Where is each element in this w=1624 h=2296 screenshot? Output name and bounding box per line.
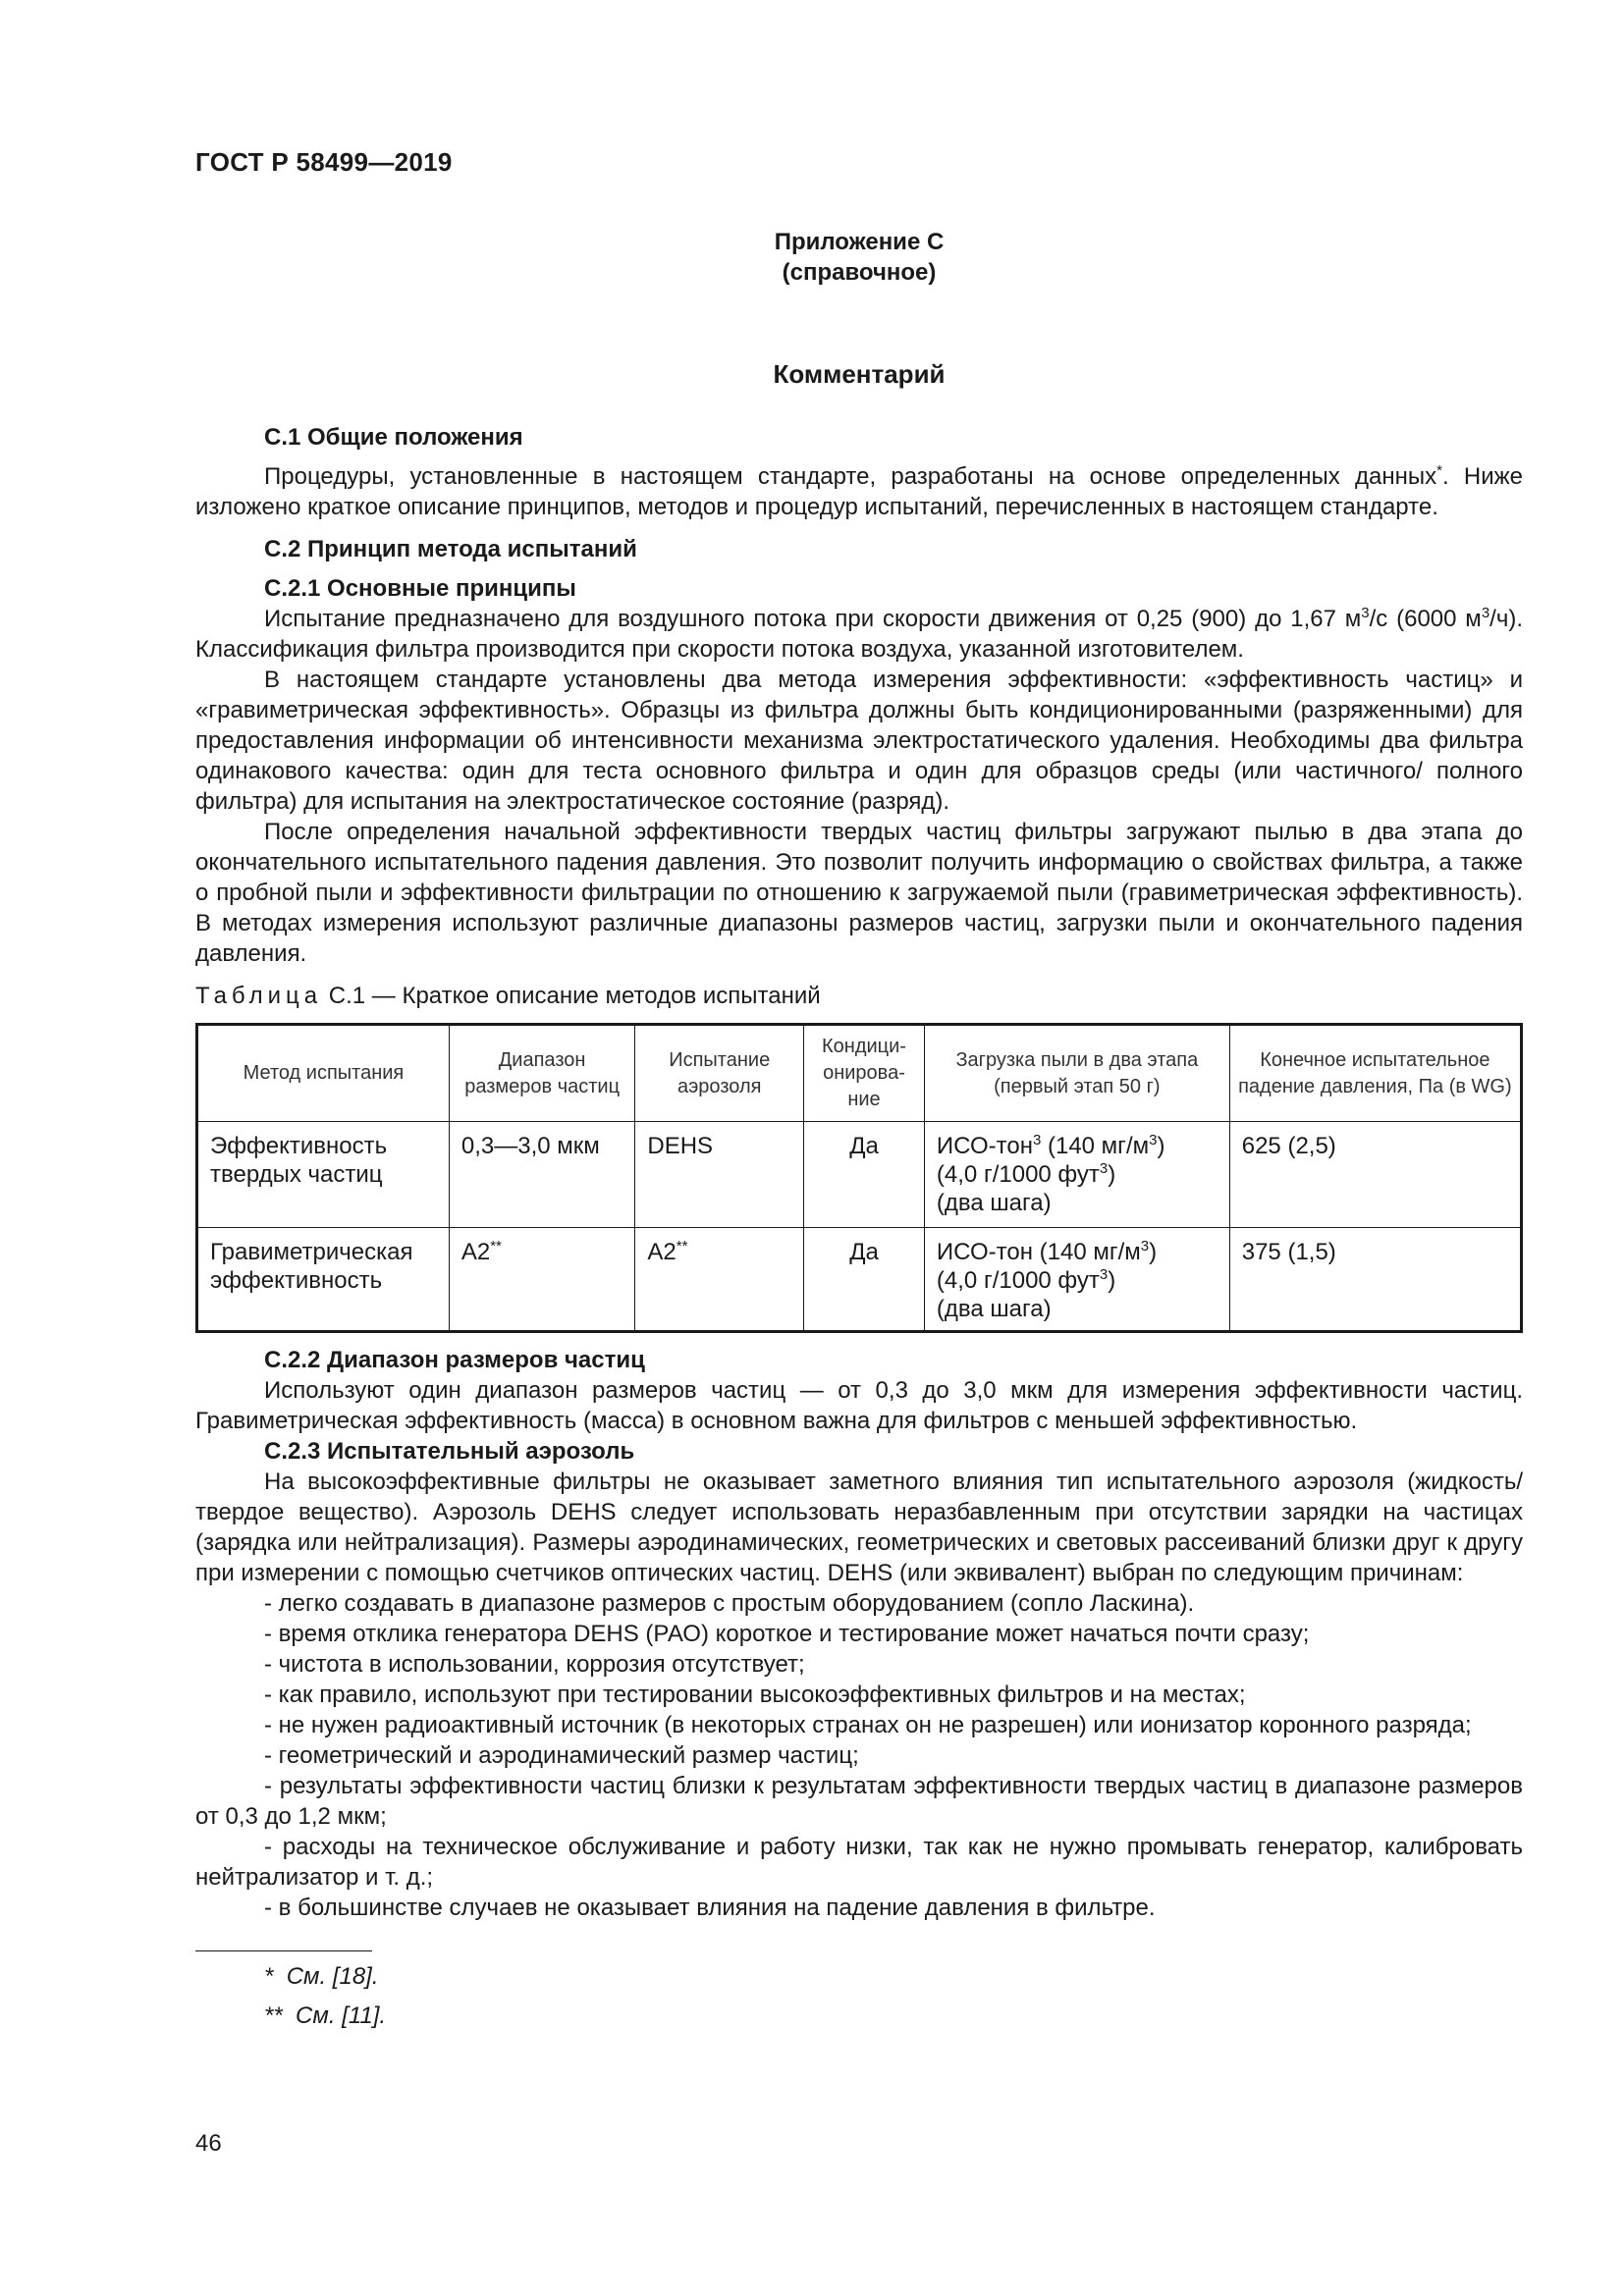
table-cell-conditioning: Да xyxy=(804,1228,925,1332)
document-body xyxy=(195,422,1523,2036)
footnote-divider xyxy=(195,1950,372,1951)
list-item: - время отклика генератора DEHS (РАО) короткое и тестирование может начаться почти сразу; xyxy=(264,1621,1310,1647)
list-item: - геометрический и аэродинамический размер частиц; xyxy=(264,1742,859,1769)
list-item: - в большинстве случаев не оказывает влияния на падение давления в фильтре. xyxy=(264,1895,1156,1921)
table-header-cell: Диапазон размеров частиц xyxy=(449,1025,635,1122)
section-c21-title: С.2.1 Основные принципы xyxy=(264,575,576,602)
footnote: ** См. [11]. xyxy=(264,2002,387,2029)
table-cell-aerosol: DEHS xyxy=(635,1122,804,1228)
table-row xyxy=(197,1228,1522,1332)
footnote-ref-double-star[interactable]: ** xyxy=(676,1238,688,1255)
list-item: - результаты эффективности частиц близки к результатам эффективности твердых частиц в диапазоне размеров от 0,3 до 1,2 мкм; xyxy=(195,1773,1523,1830)
section-c1-title: С.1 Общие положения xyxy=(264,424,523,451)
footnote-ref-double-star[interactable]: ** xyxy=(490,1238,502,1255)
section-c22-paragraph: Используют один диапазон размеров частиц — от 0,3 до 3,0 мкм для измерения эффективности частиц. Гравиметрическая эффективность (масса) в основном важна для фильтров с меньшей эффективностью. xyxy=(195,1377,1523,1434)
table-caption: Таблица С.1 — Краткое описание методов испытаний xyxy=(195,983,821,1009)
footnote-ref-star[interactable]: * xyxy=(1436,462,1442,479)
list-item: - чистота в использовании, коррозия отсутствует; xyxy=(264,1651,805,1678)
list-item: - легко создавать в диапазоне размеров с простым оборудованием (сопло Ласкина). xyxy=(264,1590,1195,1617)
table-cell-method: Гравиметрическая эффективность xyxy=(197,1228,450,1332)
list-item: - не нужен радиоактивный источник (в некоторых странах он не разрешен) или ионизатор коронного разряда; xyxy=(264,1712,1472,1738)
page-number: 46 xyxy=(195,2130,222,2157)
table-cell-pressure: 375 (1,5) xyxy=(1229,1228,1521,1332)
footnote: * См. [18]. xyxy=(264,1963,379,1990)
annex-heading: Комментарий xyxy=(773,359,946,389)
table-cell-aerosol: А2** xyxy=(635,1228,804,1332)
table-header-cell: Метод испытания xyxy=(197,1025,450,1122)
table-cell-conditioning: Да xyxy=(804,1122,925,1228)
section-c23-title: С.2.3 Испытательный аэрозоль xyxy=(264,1438,635,1465)
table-row xyxy=(197,1122,1522,1228)
section-c2-title: С.2 Принцип метода испытаний xyxy=(264,536,637,562)
annex-title: Приложение С xyxy=(774,229,945,255)
section-c21-paragraph-1: Испытание предназначено для воздушного потока при скорости движения от 0,25 (900) до 1,67 $м^3/с$ (6000 $м^3/ч$). Классификация фильтра производится при скорости потока воздуха, указанной изготовителем. xyxy=(195,605,1523,663)
document-id: ГОСТ Р 58499—2019 xyxy=(195,147,453,177)
table-cell-range: А2** xyxy=(449,1228,635,1332)
list-item: - как правило, используют при тестировании высокоэффективных фильтров и на местах; xyxy=(264,1682,1246,1708)
table-cell-range: 0,3—3,0 мкм xyxy=(449,1122,635,1228)
table-cell-dust-load: ИСО-тон (140 $мг/м^3$) (4,0 г/1000 фут$^3$) (два шага) xyxy=(924,1228,1229,1332)
annex-status: (справочное) xyxy=(782,259,937,286)
table-cell-dust-load: ИСО-тон$^3$ (140 $мг/м^3$) (4,0 г/1000 фут$^3$) (два шага) xyxy=(924,1122,1229,1228)
table-header-row xyxy=(197,1025,1522,1122)
table-header-cell: Конечное испытательное падение давления, Па (в WG) xyxy=(1229,1025,1521,1122)
table-header-cell: Загрузка пыли в два этапа (первый этап 50 г) xyxy=(924,1025,1229,1122)
section-c21-paragraph-3: После определения начальной эффективности твердых частиц фильтры загружают пылью в два этапа до окончательного испытательного падения давления. Это позволит получить информацию о свойствах фильтра, а также о пробной пыли и эффективности фильтрации по отношению к загружаемой пыли (гравиметрическая эффективность). В методах измерения используют различные диапазоны размеров частиц, загрузки пыли и окончательного падения давления. xyxy=(195,819,1523,967)
methods-table xyxy=(195,1023,1523,1333)
table-cell-method: Эффективность твердых частиц xyxy=(197,1122,450,1228)
reasons-list xyxy=(195,1588,1523,1923)
section-c21-paragraph-2: В настоящем стандарте установлены два метода измерения эффективности: «эффективность частиц» и «гравиметрическая эффективность». Образцы из фильтра должны быть кондиционированными (разряженными) для предоставления информации об интенсивности механизма электростатического удаления. Необходимы два фильтра одинакового качества: один для теста основного фильтра и один для образцов среды (или частичного/ полного фильтра) для испытания на электростатическое состояние (разряд). xyxy=(195,667,1523,815)
list-item: - расходы на техническое обслуживание и работу низки, так как не нужно промывать генератор, калибровать нейтрализатор и т. д.; xyxy=(195,1834,1523,1891)
section-c22-title: С.2.2 Диапазон размеров частиц xyxy=(264,1347,645,1373)
section-c1-paragraph: Процедуры, установленные в настоящем стандарте, разработаны на основе определенных данных*. Ниже изложено краткое описание принципов, методов и процедур испытаний, перечисленных в настоящем стандарте. xyxy=(195,462,1524,520)
table-header-cell: Испытание аэрозоля xyxy=(635,1025,804,1122)
table-cell-pressure: 625 (2,5) xyxy=(1229,1122,1521,1228)
table-header-cell: Кондици-онирова-ние xyxy=(804,1025,925,1122)
section-c23-paragraph: На высокоэффективные фильтры не оказывает заметного влияния тип испытательного аэрозоля (жидкость/ твердое вещество). Аэрозоль DEHS следует использовать неразбавленным при отсутствии зарядки на частицах (зарядка или нейтрализация). Размеры аэродинамических, геометрических и световых рассеиваний близки друг к другу при измерении с помощью счетчиков оптических частиц. DEHS (или эквивалент) выбран по следующим причинам: xyxy=(195,1468,1523,1586)
